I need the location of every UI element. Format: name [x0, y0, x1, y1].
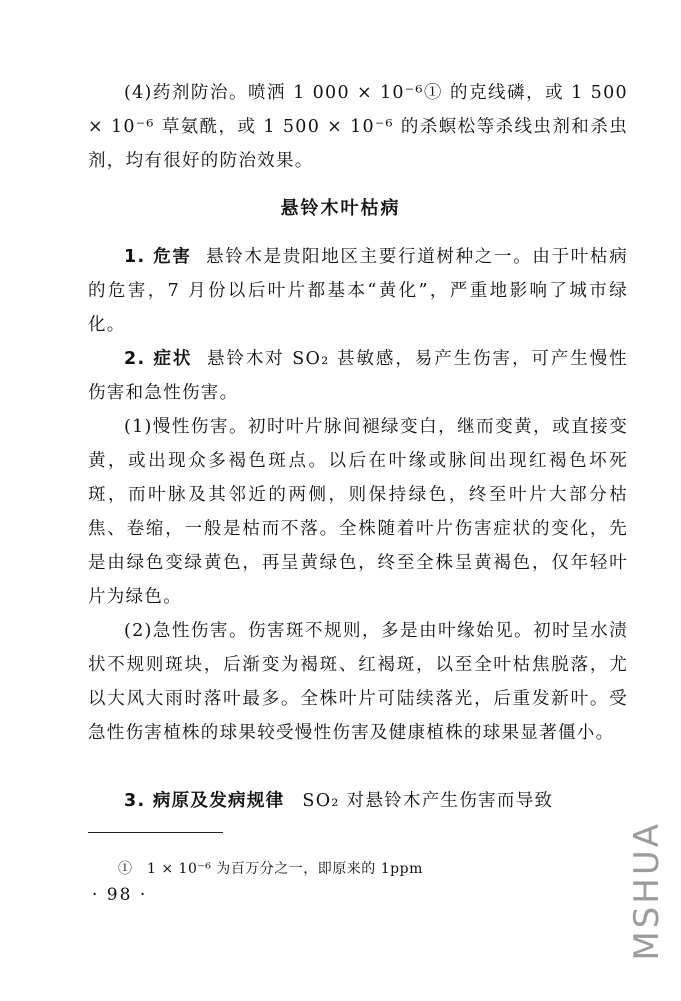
pathogen-text: SO₂ 对悬铃木产生伤害而导致 — [302, 791, 554, 811]
chronic-damage-paragraph — [88, 410, 628, 614]
intro-paragraph-text: (4)药剂防治。喷洒 1 000 × 10⁻⁶① 的克线磷，或 1 500 × 10⁻⁶ 草氨酰，或 1 500 × 10⁻⁶ 的杀螟松等杀线虫剂和杀虫剂，均有很好的防治效果。 — [88, 83, 628, 171]
pathogen-paragraph — [88, 784, 628, 818]
hazard-text: 悬铃木是贵阳地区主要行道树种之一。由于叶枯病的危害，7 月份以后叶片都基本“黄化”，严重地影响了城市绿化。 — [88, 247, 628, 335]
footnote-divider — [88, 832, 223, 833]
page-number: · 98 · — [92, 885, 148, 905]
symptom-paragraph — [88, 342, 628, 410]
symptom-text: 悬铃木对 SO₂ 甚敏感，易产生伤害，可产生慢性伤害和急性伤害。 — [88, 349, 628, 403]
watermark: MSHUA — [627, 821, 667, 961]
acute-damage-text: (2)急性伤害。伤害斑不规则，多是由叶缘始见。初时呈水渍状不规则斑块，后渐变为褐斑、红褐斑，以至全叶枯焦脱落，尤以大风大雨时落叶最多。全株叶片可陆续落光，后重发新叶。受急性伤害植株的球果较受慢性伤害及健康植株的球果显著僵小。 — [88, 621, 628, 743]
hazard-label: 1. 危害 — [124, 247, 192, 267]
intro-paragraph — [88, 76, 628, 178]
chronic-damage-text: (1)慢性伤害。初时叶片脉间褪绿变白，继而变黄，或直接变黄，或出现众多褐色斑点。以后在叶缘或脉间出现红褐色坏死斑，而叶脉及其邻近的两侧，则保持绿色，终至叶片大部分枯焦、卷缩，一般是枯而不落。全株随着叶片伤害症状的变化，先是由绿色变绿黄色，再呈黄绿色，终至全株呈黄褐色，仅年轻叶片为绿色。 — [88, 417, 628, 607]
section-title: 悬铃木叶枯病 — [280, 198, 401, 219]
pathogen-label: 3. 病原及发病规律 — [124, 791, 285, 811]
hazard-paragraph — [88, 240, 628, 342]
acute-damage-paragraph — [88, 614, 628, 750]
footnote: ① 1 × 10⁻⁶ 为百万分之一，即原来的 1ppm — [118, 861, 423, 877]
symptom-label: 2. 症状 — [124, 349, 193, 369]
